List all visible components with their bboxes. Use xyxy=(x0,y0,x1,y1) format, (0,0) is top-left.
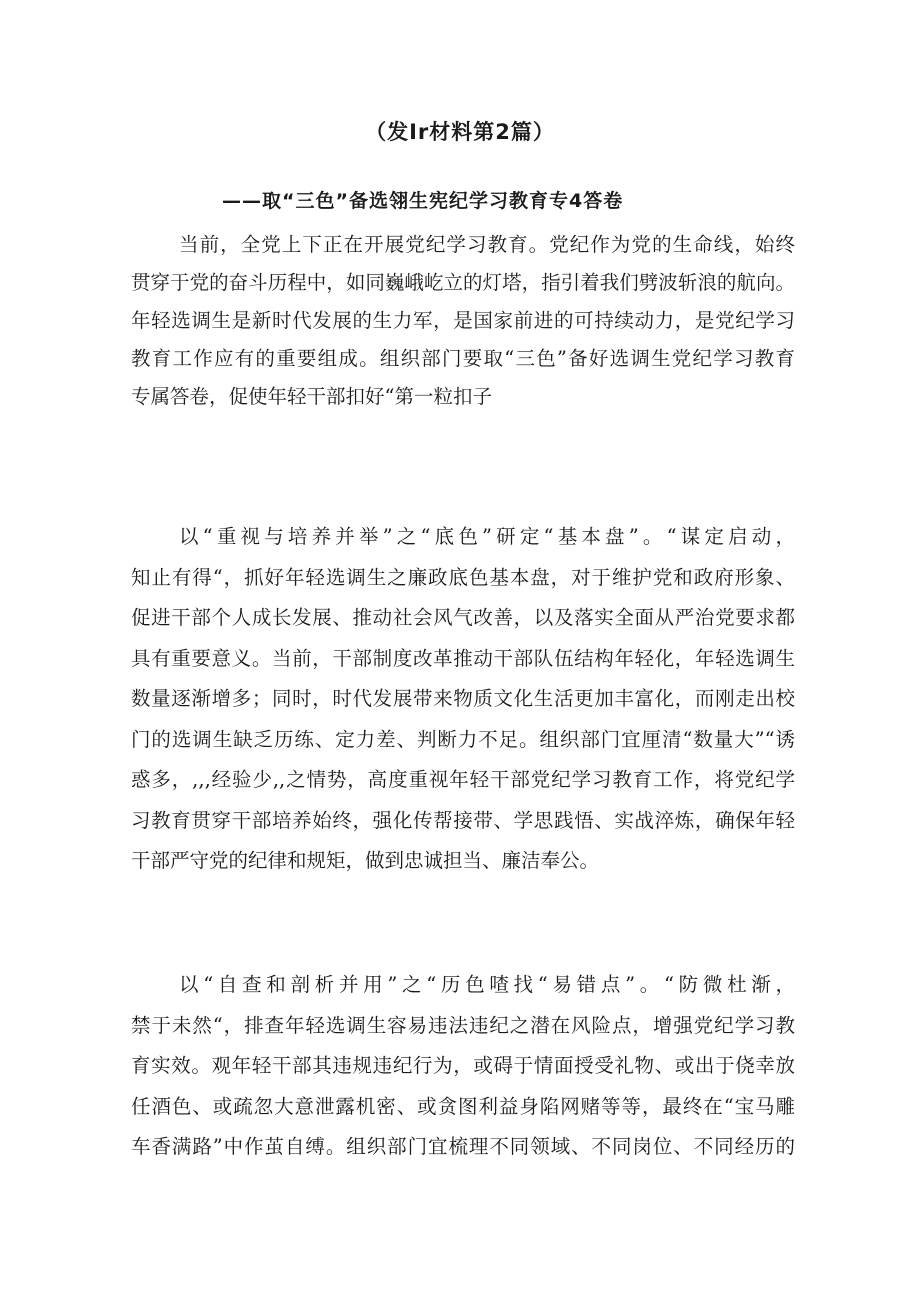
paragraph-line: 任酒色、或疏忽大意泄露机密、或贪图利益身陷网赌等等，最终在“宝马雕 xyxy=(131,1094,795,1118)
document-subtitle: ——取“三色”备选翎生宪纪学习教育专4答卷 xyxy=(222,190,624,212)
paragraph-line: 当前，全党上下正在开展党纪学习教育。党纪作为党的生命线，始终 xyxy=(179,233,795,256)
paragraph-line: 具有重要意义。当前，干部制度改革推动干部队伍结构年轻化，年轻选调生 xyxy=(131,646,795,670)
paragraph-line: 数量逐渐增多；同时，时代发展带来物质文化生活更加丰富化，而刚走出校 xyxy=(131,687,795,710)
paragraph-line: 以“重视与培养并举”之“底色”研定“基本盘”。“谋定启动， xyxy=(179,525,795,548)
document-title: （发Ir材料第2篇） xyxy=(365,120,555,144)
paragraph-line: 习教育贯穿干部培养始终，强化传帮接带、学思践悟、实战淬炼，确保年轻 xyxy=(131,808,795,832)
paragraph-1 xyxy=(131,226,795,416)
paragraph-line: 知止有得“，抓好年轻选调生之廉政底色基本盘，对于维护党和政府形象、 xyxy=(131,565,795,589)
paragraph-3 xyxy=(131,965,795,1168)
paragraph-line: 惑多，,,,经验少,,之情势，高度重视年轻干部党纪学习教育工作，将党纪学 xyxy=(131,768,795,791)
paragraph-line: 车香满路”中作茧自缚。组织部门宜梳理不同领域、不同岗位、不同经历的 xyxy=(131,1135,795,1158)
paragraph-line: 贯穿于党的奋斗历程中，如同巍峨屹立的灯塔，指引着我们劈波斩浪的航向。 xyxy=(131,271,795,294)
paragraph-line: 干部严守党的纪律和规矩，做到忠诚担当、廉洁奉公。 xyxy=(131,849,600,872)
paragraph-line: 教育工作应有的重要组成。组织部门要取“三色”备好选调生党纪学习教育 xyxy=(131,347,795,370)
paragraph-line: 门的选调生缺乏历练、定力差、判断力不足。组织部门宜厘清“数量大”“诱 xyxy=(131,727,795,751)
paragraph-line: 促进干部个人成长发展、推动社会风气改善，以及落实全面从严治党要求都 xyxy=(131,606,795,629)
paragraph-line: 育实效。观年轻干部其违规违纪行为，或碍于情面授受礼物、或出于侥幸放 xyxy=(131,1054,795,1077)
paragraph-line: 年轻选调生是新时代发展的生力军，是国家前进的可持续动力，是党纪学习 xyxy=(131,309,795,332)
paragraph-line: 禁于未然“，排查年轻选调生容易违法违纪之潜在风险点，增强党纪学习教 xyxy=(131,1013,795,1037)
paragraph-line: 专属答卷，促使年轻干部扣好“第一粒扣子 xyxy=(131,385,492,408)
paragraph-2 xyxy=(131,517,795,882)
paragraph-line: 以“自查和剖析并用”之“历色喳找“易错点”。“防微杜渐， xyxy=(179,973,795,996)
